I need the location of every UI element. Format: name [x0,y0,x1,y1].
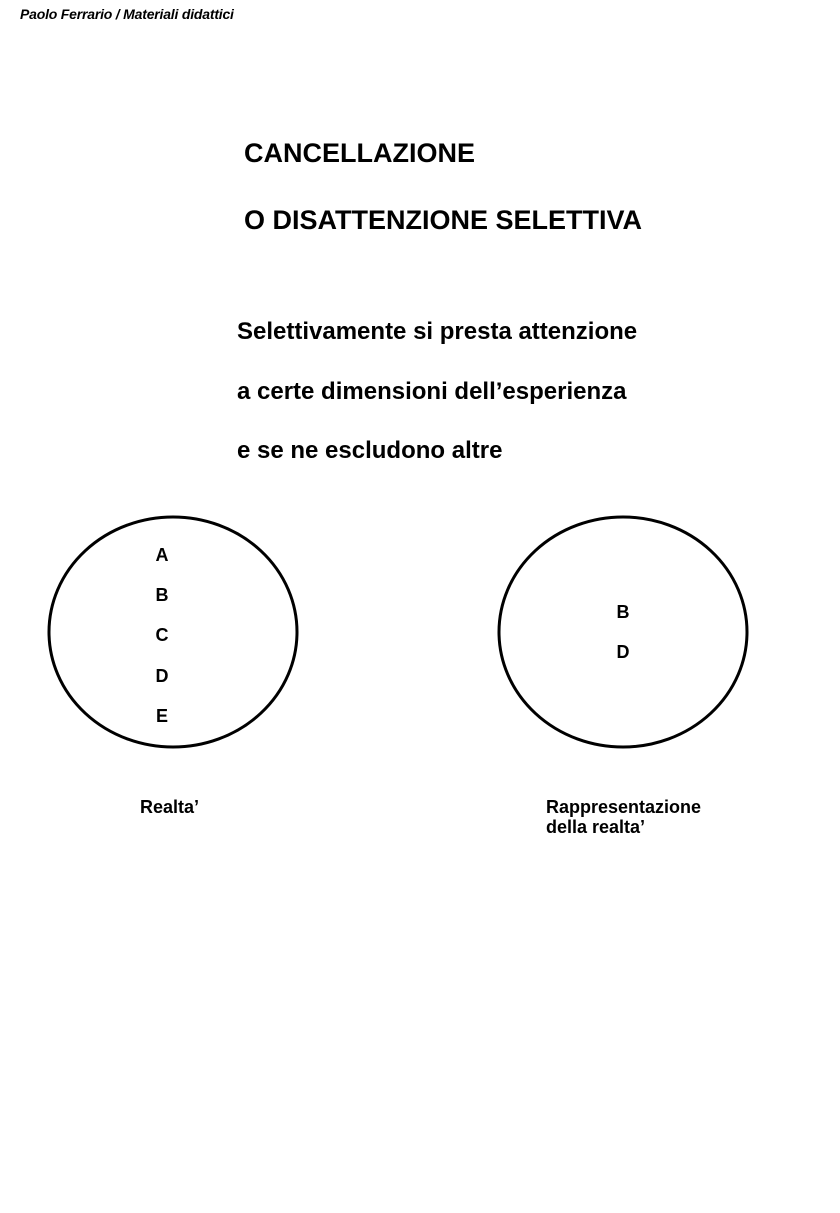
representation-circle [499,517,747,747]
representation-letter-b: B [616,602,630,622]
representation-caption [546,797,766,837]
body-line-2: a certe dimensioni dell’esperienza [237,378,627,405]
body-line-1: Selettivamente si presta attenzione [237,318,638,345]
reality-caption: Realta’ [140,797,200,817]
representation-caption-line-1: Rappresentazione [546,797,702,817]
title-line-2: O DISATTENZIONE SELETTIVA [244,205,643,235]
reality-circle [49,517,297,747]
representation-caption-line-2: della realta’ [546,817,646,837]
reality-letter-c: C [155,625,169,645]
reality-letter-a: A [155,545,169,565]
header-credit: Paolo Ferrario / Materiali didattici [20,6,234,22]
representation-letter-d: D [616,642,630,662]
reality-letter-e: E [155,706,168,726]
body-line-3: e se ne escludono altre [237,437,503,464]
reality-letter-d: D [155,666,169,686]
reality-letter-b: B [155,585,169,605]
title-line-1: CANCELLAZIONE [244,138,475,168]
